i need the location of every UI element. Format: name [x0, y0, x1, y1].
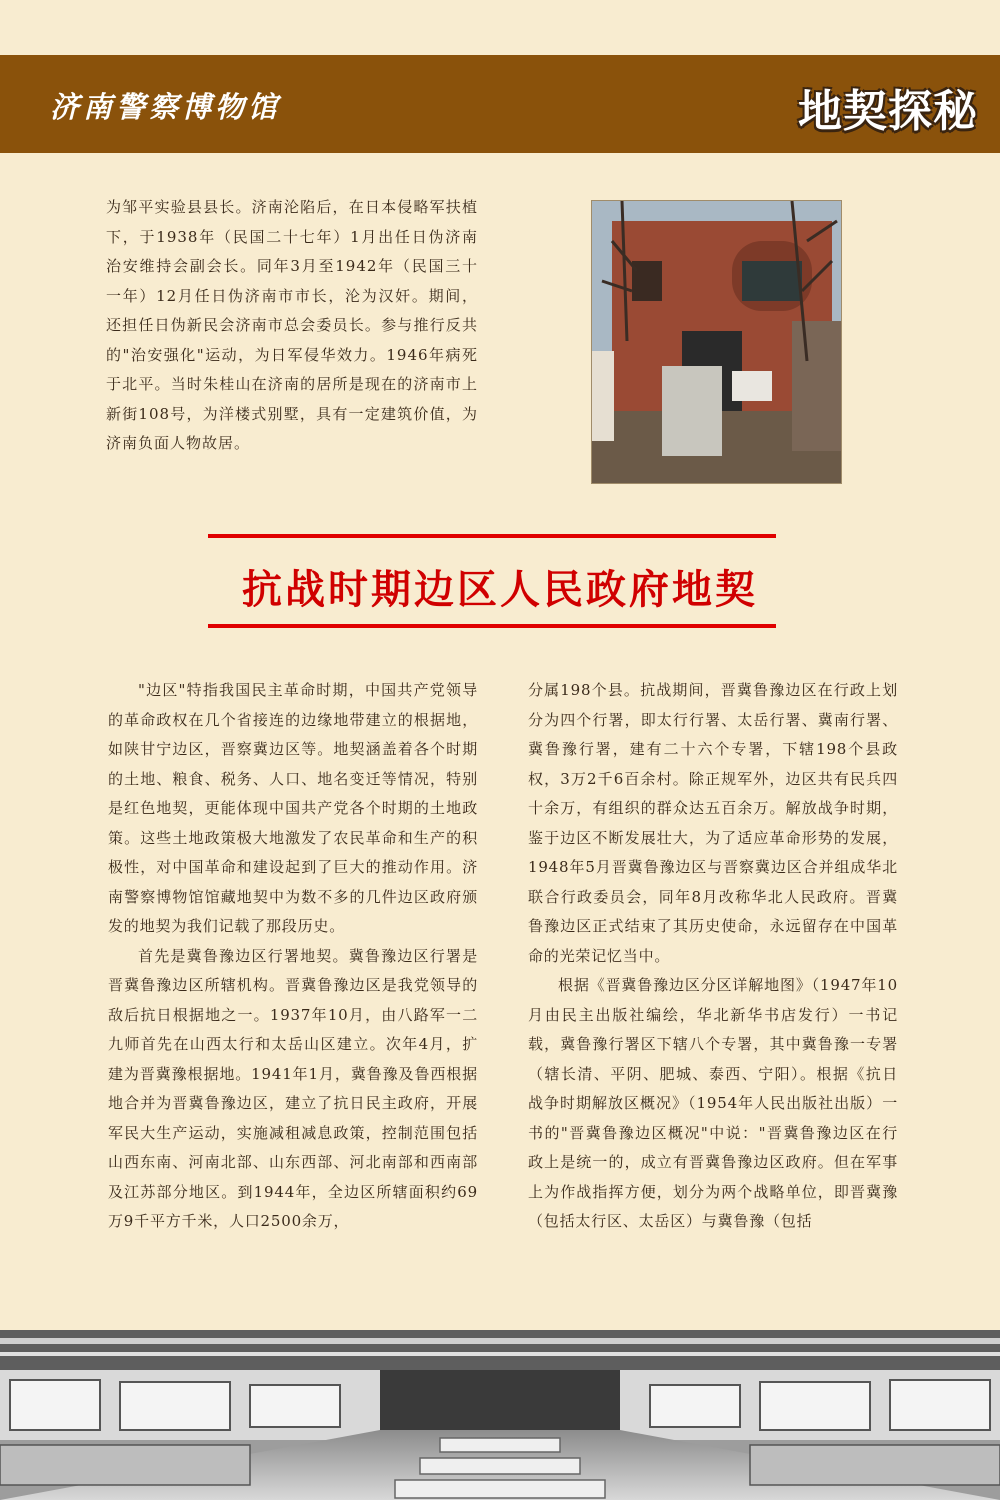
article-paragraph: 根据《晋冀鲁豫边区分区详解地图》（1947年10月由民主出版社编绘，华北新华书店发行）一书记载，冀鲁豫行署区下辖八个专署，其中冀鲁豫一专署（辖长清、平阴、肥城、泰西、宁阳）。根据《抗日战争时期解放区概况》（1954年人民出版社出版）一书的"晋冀鲁豫边区概况"中说："晋冀鲁豫边区在行政上是统一的，成立有晋冀鲁豫边区政府。但在军事上为作战指挥方便，划分为两个战略单位，即晋冀豫（包括太行区、太岳区）与冀鲁豫（包括 — [528, 976, 898, 1230]
heading-rule-bottom — [208, 624, 776, 628]
article-column-right — [528, 676, 898, 1237]
residence-photo — [591, 200, 842, 484]
museum-hall-illustration — [0, 1330, 1000, 1500]
article-paragraph: 分属198个县。抗战期间，晋冀鲁豫边区在行政上划分为四个行署，即太行行署、太岳行署、冀南行署、冀鲁豫行署，建有二十六个专署，下辖198个县政权，3万2千6百余村。除正规军外，边区共有民兵四十余万，有组织的群众达五百余万。解放战争时期，鉴于边区不断发展壮大，为了适应革命形势的发展，1948年5月晋冀鲁豫边区与晋察冀边区合并组成华北联合行政委员会，同年8月改称华北人民政府。晋冀鲁豫边区正式结束了其历史使命，永远留存在中国革命的光荣记忆当中。 — [528, 681, 898, 965]
heading-rule-top — [208, 534, 776, 538]
article-paragraph: "边区"特指我国民主革命时期，中国共产党领导的革命政权在几个省接连的边缘地带建立的根据地，如陕甘宁边区，晋察冀边区等。地契涵盖着各个时期的土地、粮食、税务、人口、地名变迁等情况，特别是红色地契，更能体现中国共产党各个时期的土地政策。这些土地政策极大地激发了农民革命和生产的积极性，对中国革命和建设起到了巨大的推动作用。济南警察博物馆馆藏地契中为数不多的几件边区政府颁发的地契为我们记载了那段历史。 — [108, 681, 478, 935]
intro-paragraph: 为邹平实验县县长。济南沦陷后，在日本侵略军扶植下，于1938年（民国二十七年）1月出任日伪济南治安维持会副会长。同年3月至1942年（民国三十一年）12月任日伪济南市市长，沦为汉奸。期间，还担任日伪新民会济南市总会委员长。参与推行反共的"治安强化"运动，为日军侵华效力。1946年病死于北平。当时朱桂山在济南的居所是现在的济南市上新街108号，为洋楼式别墅，具有一定建筑价值，为济南负面人物故居。 — [106, 198, 478, 452]
header-band — [0, 55, 1000, 153]
residence-photo-illustration — [592, 201, 841, 483]
article-column-left — [108, 676, 478, 1237]
section-tag: 地契探秘 — [798, 86, 978, 137]
museum-name: 济南警察博物馆 — [50, 90, 282, 124]
museum-hall-panorama — [0, 1330, 1000, 1500]
article-paragraph: 首先是冀鲁豫边区行署地契。冀鲁豫边区行署是晋冀鲁豫边区所辖机构。晋冀鲁豫边区是我党领导的敌后抗日根据地之一。1937年10月，由八路军一二九师首先在山西太行和太岳山区建立。次年4月，扩建为晋冀豫根据地。1941年1月，冀鲁豫及鲁西根据地合并为晋冀鲁豫边区，建立了抗日民主政府，开展军民大生产运动，实施减租减息政策，控制范围包括山西东南、河南北部、山东西部、河北南部和西南部及江苏部分地区。到1944年，全边区所辖面积约69万9千平方千米，人口2500余万， — [108, 946, 478, 1230]
article-heading: 抗战时期边区人民政府地契 — [242, 566, 758, 613]
